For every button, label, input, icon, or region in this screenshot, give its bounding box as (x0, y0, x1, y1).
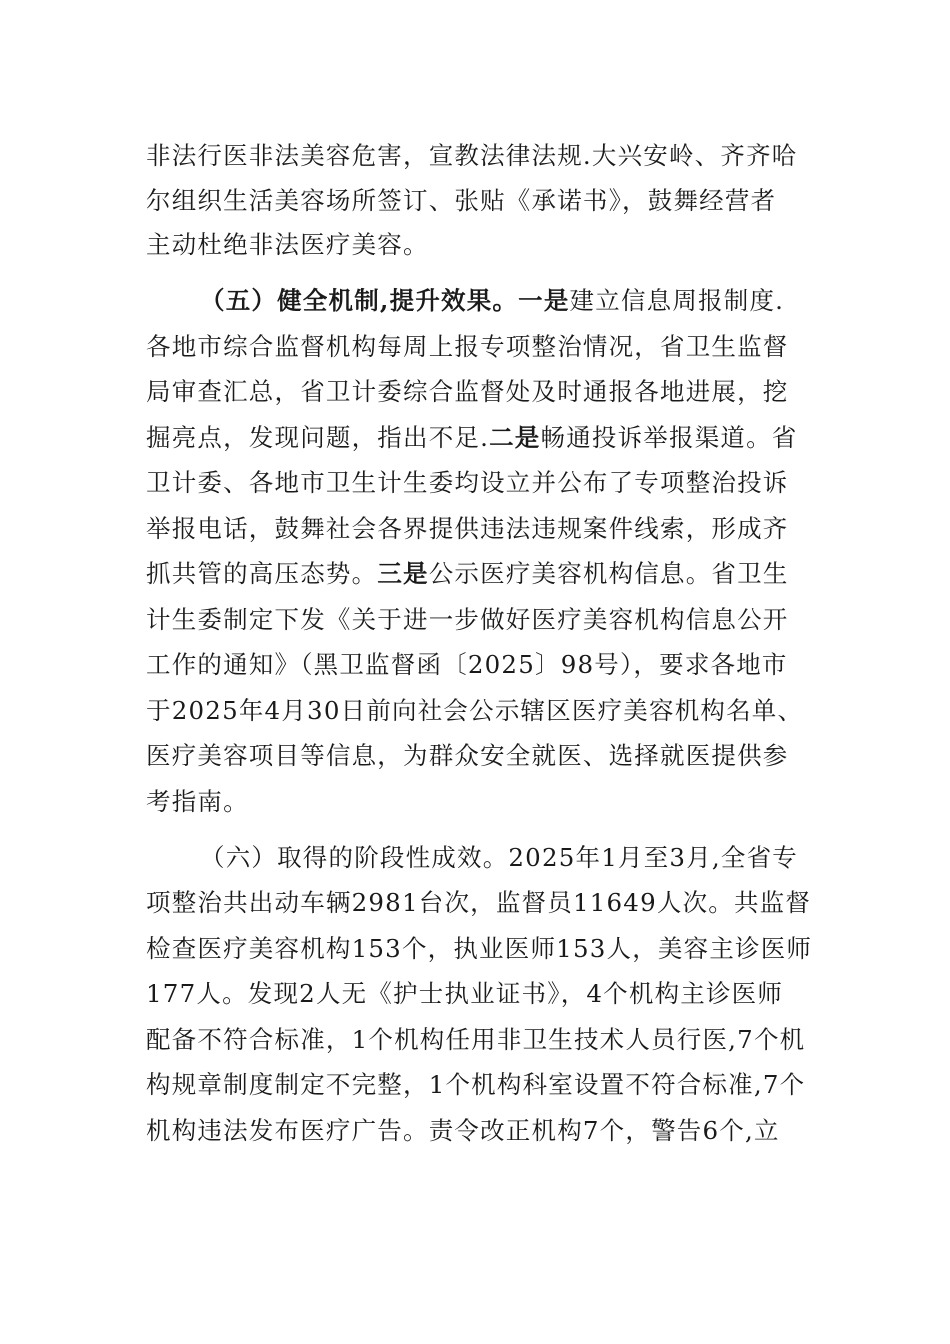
text-line: 于2025年4月30日前向社会公示辖区医疗美容机构名单、 (146, 696, 804, 725)
text-line: 177人。发现2人无《护士执业证书》，4个机构主诊医师 (146, 979, 784, 1008)
text-line (146, 554, 806, 594)
text-line: 考指南。 (146, 787, 249, 816)
section-heading-six: （六）取得的阶段性成效。2025年1月至3月,全省专 (200, 843, 799, 872)
point-three-marker: 三是 (377, 559, 429, 588)
text-line: 计生委制定下发《关于进一步做好医疗美容机构信息公开 (146, 605, 789, 634)
text-line: 配备不符合标准，1个机构任用非卫生技术人员行医,7个机 (146, 1025, 806, 1054)
text-line: 卫计委、各地市卫生计生委均设立并公布了专项整治投诉 (146, 468, 789, 497)
text-line: 局审查汇总，省卫计委综合监督处及时通报各地进展，挖 (146, 377, 789, 406)
point-three-text: 公示医疗美容机构信息。省卫生 (428, 559, 789, 588)
point-one-marker: 一是 (518, 286, 570, 315)
text-line: 非法行医非法美容危害，宣教法律法规.大兴安岭、齐齐哈 (146, 141, 798, 170)
text-run: 抓共管的高压态势。 (146, 559, 378, 588)
point-two-text: 畅通投诉举报渠道。省 (540, 423, 798, 452)
text-line: 机构违法发布医疗广告。责令改正机构7个，警告6个,立 (146, 1116, 780, 1145)
text-line: 举报电话，鼓舞社会各界提供违法违规案件线索，形成齐 (146, 514, 789, 543)
text-line: 主动杜绝非法医疗美容。 (146, 230, 429, 259)
point-two-marker: 二是 (489, 423, 541, 452)
text-run: 掘亮点，发现问题，指出不足. (146, 423, 490, 452)
text-line: 各地市综合监督机构每周上报专项整治情况，省卫生监督 (146, 332, 789, 361)
text-line (146, 418, 806, 458)
section-heading-five-title: （五）健全机制,提升效果。 (200, 286, 519, 315)
text-line: 工作的通知》（黑卫监督函〔2025〕98号），要求各地市 (146, 650, 788, 679)
text-line: 构规章制度制定不完整，1个机构科室设置不符合标准,7个 (146, 1070, 806, 1099)
point-one-text: 建立信息周报制度. (569, 286, 785, 315)
text-line: 检查医疗美容机构153个，执业医师153人，美容主诊医师 (146, 934, 813, 963)
text-line: 医疗美容项目等信息，为群众安全就医、选择就医提供参 (146, 741, 789, 770)
section-heading-five (200, 281, 806, 321)
text-line: 项整治共出动车辆2981台次，监督员11649人次。共监督 (146, 888, 812, 917)
text-line: 尔组织生活美容场所签订、张贴《承诺书》，鼓舞经营者 (146, 186, 777, 215)
